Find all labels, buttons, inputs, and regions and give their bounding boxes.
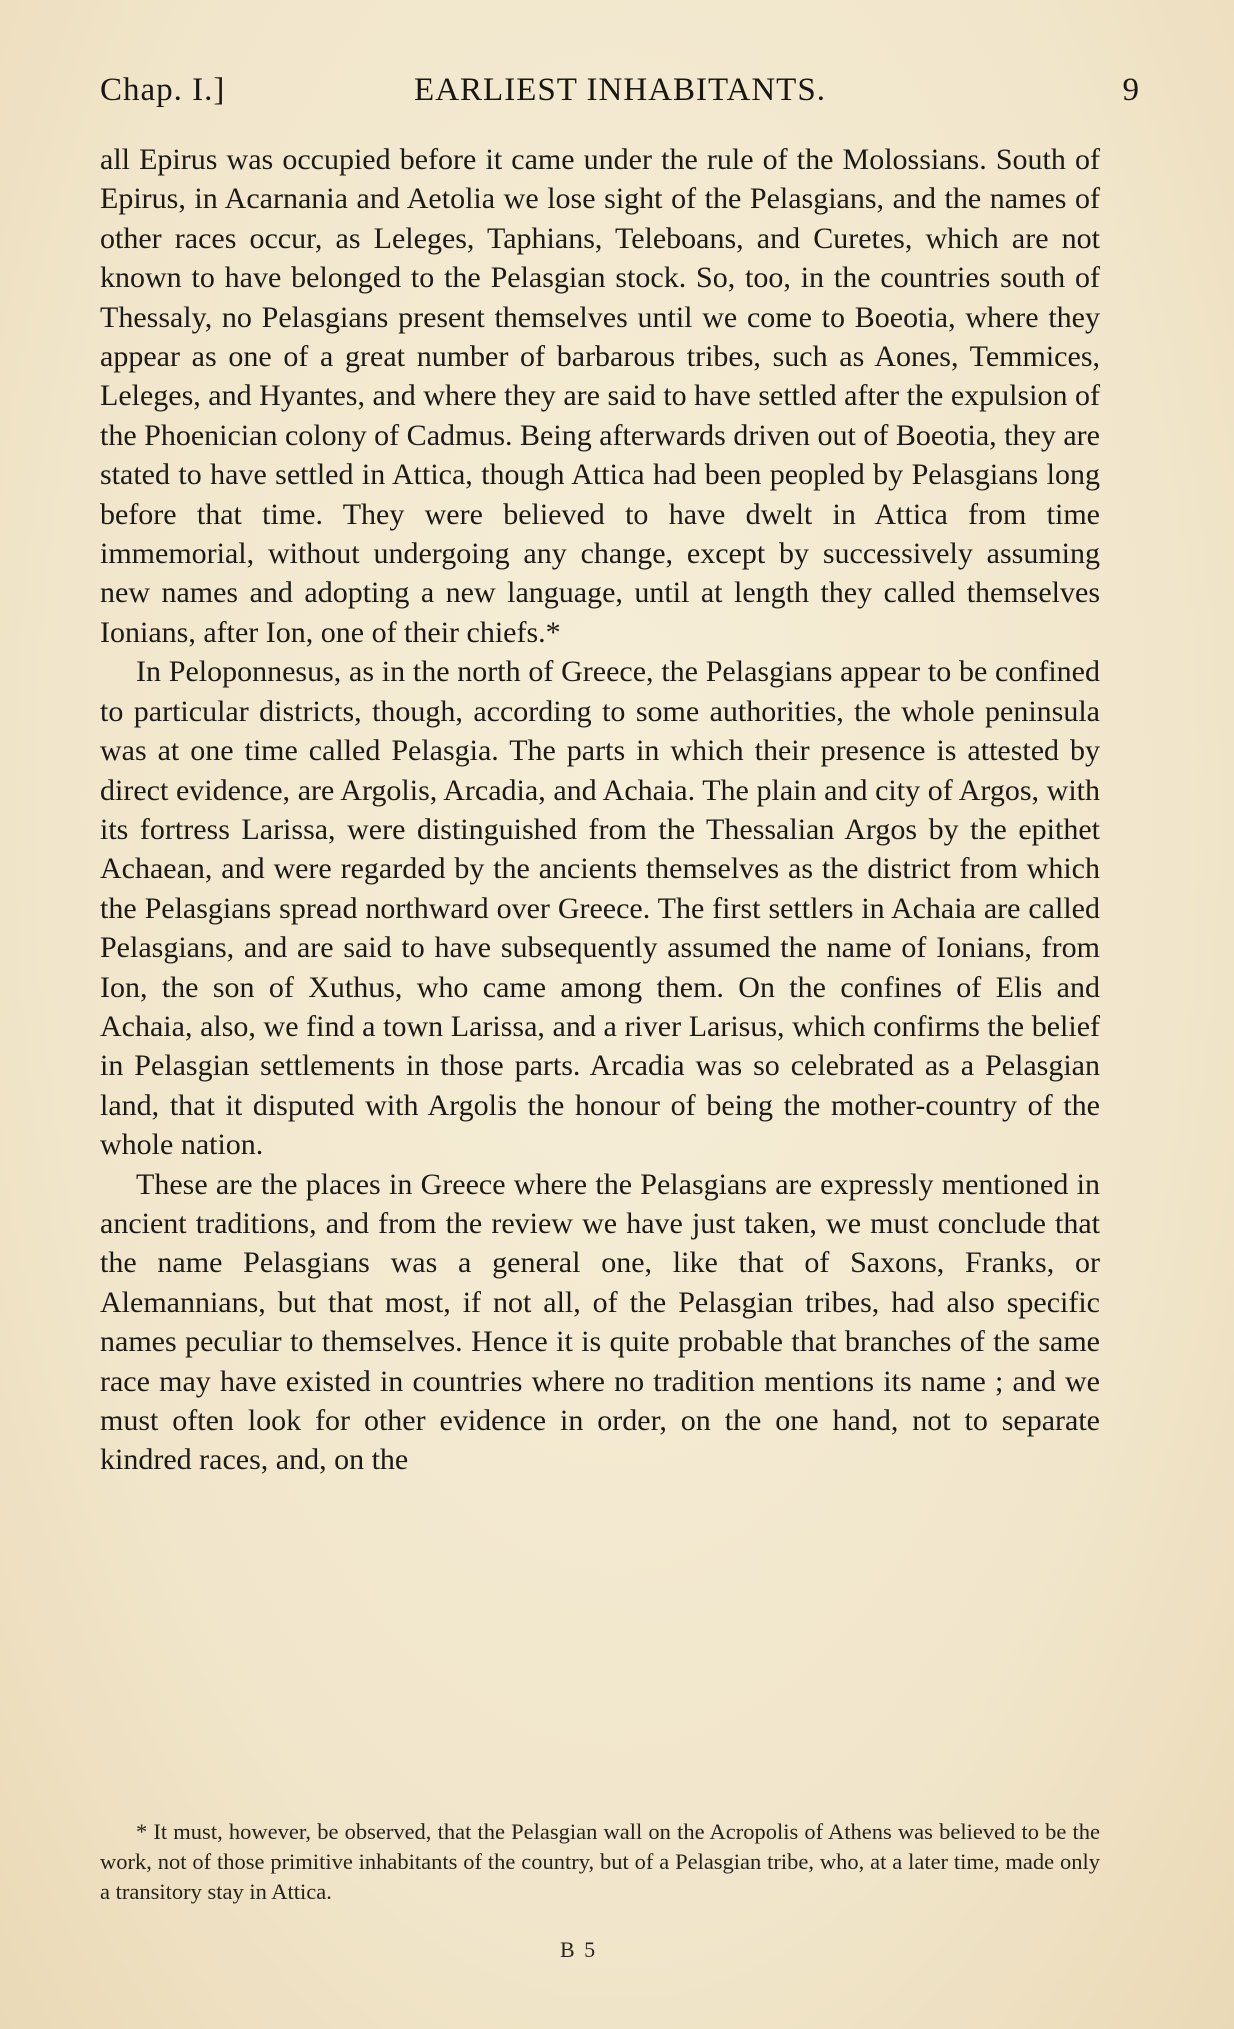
paragraph-peloponnesus: In Peloponnesus, as in the north of Greece, the Pelasgians appear to be confined to particular districts, though, according to some authorities, the whole peninsula was at one time called Pelasgia. The parts in which their presence is attested by direct evidence, are Argolis, Arcadia, and Achaia. The plain and city of Argos, with its fortress Larissa, were distinguished from the Thessalian Argos by the epithet Achaean, and were regarded by the ancients themselves as the district from which the Pelasgians spread northward over Greece. The first settlers in Achaia are called Pelasgians, and are said to have subsequently assumed the name of Ionians, from Ion, the son of Xuthus, who came among them. On the confines of Elis and Achaia, also, we find a town Larissa, and a river Larisus, which confirms the belief in Pelasgian settlements in those parts. Arcadia was so celebrated as a Pelasgian land, that it disputed with Argolis the honour of being the mother-country of the whole nation. — [100, 655, 1100, 1162]
running-header — [100, 72, 1140, 116]
paragraph-epirus-attica: all Epirus was occupied before it came under the rule of the Molossians. South of Epirus, in Acarnania and Aetolia we lose sight of the Pelasgians, and the names of other races occur, as Leleges, Taphians, Teleboans, and Curetes, which are not known to have belonged to the Pelasgian stock. So, too, in the countries south of Thessaly, no Pelasgians present themselves until we come to Boeotia, where they appear as one of a great number of barbarous tribes, such as Aones, Temmices, Leleges, and Hyantes, and where they are said to have settled after the expulsion of the Phoenician colony of Cadmus. Being afterwards driven out of Boeotia, they are stated to have settled in Attica, though Attica had been peopled by Pelasgians long before that time. They were believed to have dwelt in Attica from time immemorial, without undergoing any change, except by successively assuming new names and adopting a new language, until at length they called themselves Ionians, after Ion, one of their chiefs.* — [100, 143, 1100, 649]
footnote: * It must, however, be observed, that the Pelasgian wall on the Acropolis of Athens was believed to be the work, not of those primitive inhabitants of the country, but of a Pelasgian tribe, who, at a later time, made only a transitory stay in Attica. — [100, 1819, 1100, 1904]
running-title: EARLIEST INHABITANTS. — [414, 72, 826, 108]
main-text — [100, 140, 1100, 1480]
paragraph-conclusion: These are the places in Greece where the Pelasgians are expressly mentioned in ancient traditions, and from the review we have just taken, we must conclude that the name Pelasgians was a general one, like that of Saxons, Franks, or Alemannians, but that most, if not all, of the Pelasgian tribes, had also specific names peculiar to themselves. Hence it is quite probable that branches of the same race may have existed in countries where no tradition mentions its name ; and we must often look for other evidence in order, on the one hand, not to separate kindred races, and, on the — [100, 1167, 1100, 1477]
chapter-label: Chap. I.] — [100, 72, 226, 108]
page-number: 9 — [1122, 72, 1140, 108]
signature-mark: B 5 — [560, 1937, 598, 1962]
